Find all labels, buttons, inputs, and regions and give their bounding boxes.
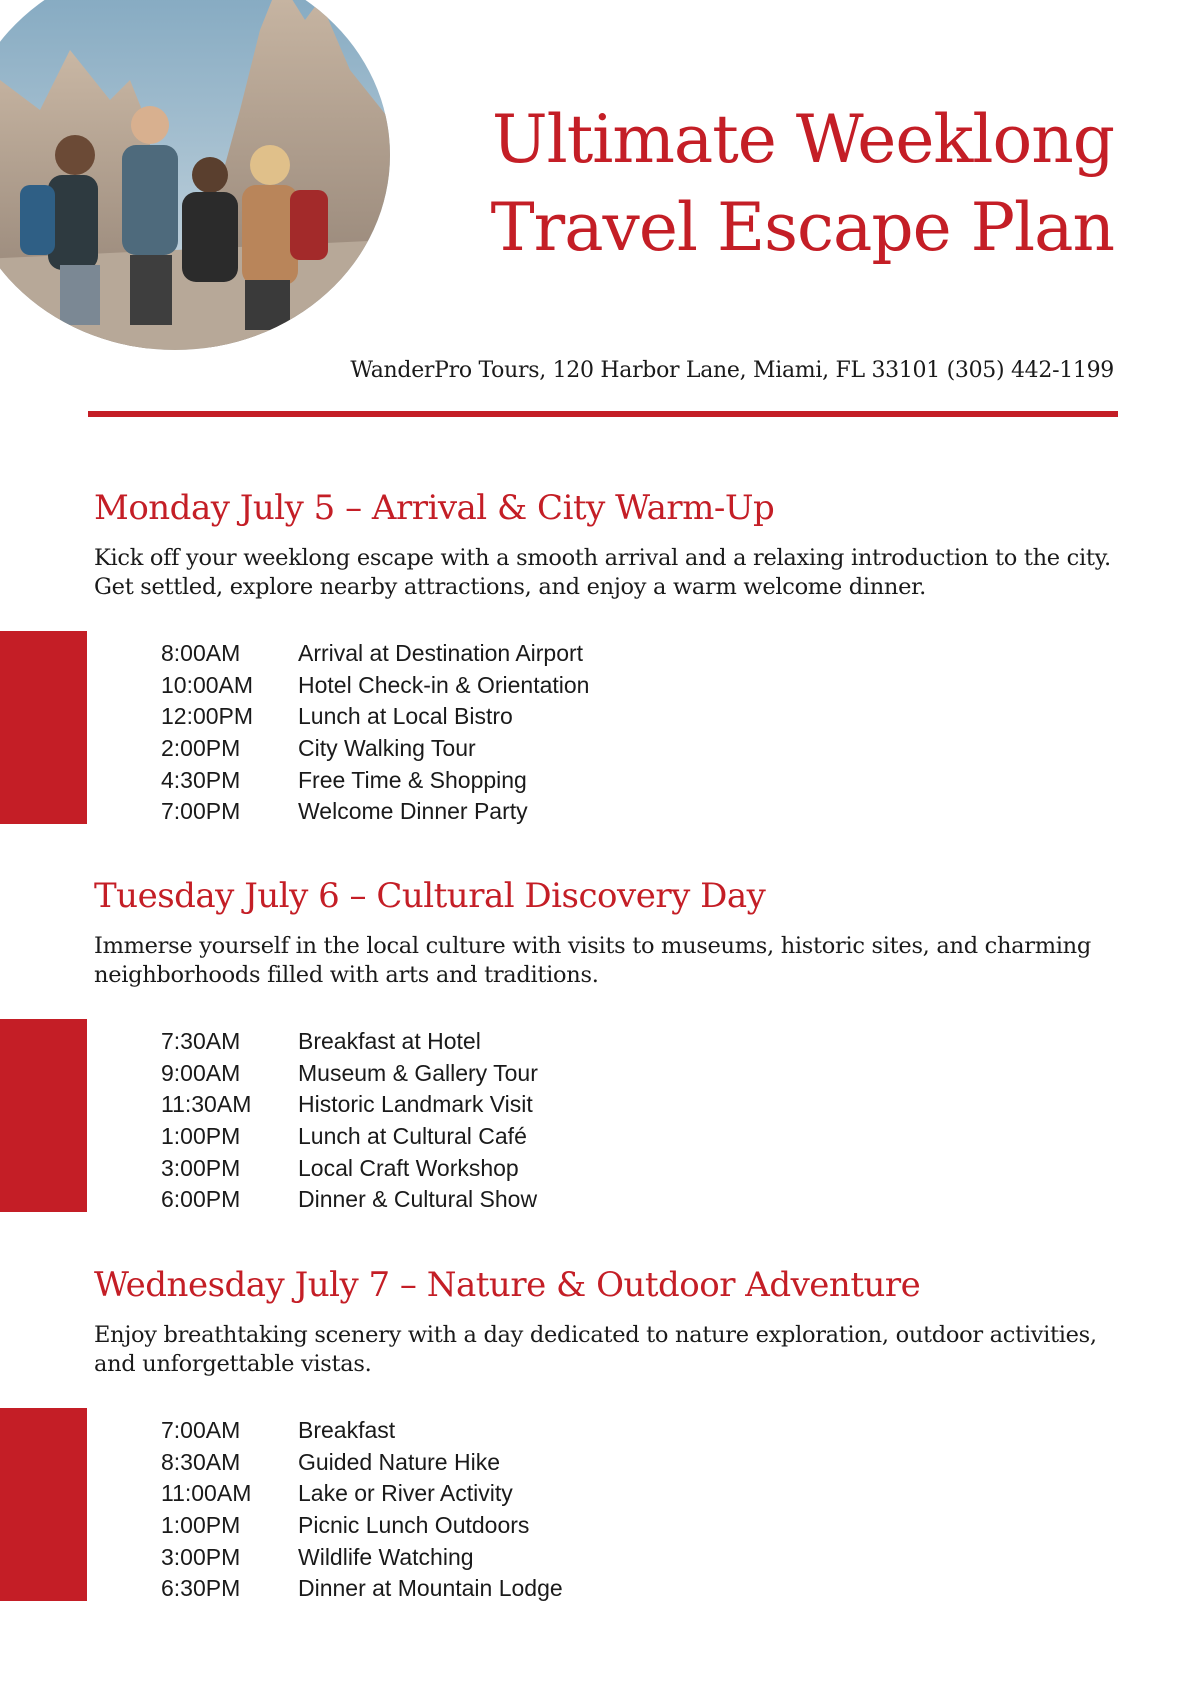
schedule-activity: Welcome Dinner Party: [298, 798, 528, 825]
schedule-activity: Arrival at Destination Airport: [298, 640, 584, 666]
schedule-time: 8:00AM: [161, 640, 241, 666]
schedule-activity: Picnic Lunch Outdoors: [298, 1512, 530, 1539]
schedule-activity: Breakfast: [298, 1417, 396, 1443]
schedule-time: 3:00PM: [161, 1154, 241, 1181]
schedule-time: 7:30AM: [161, 1028, 241, 1054]
day-section-monday: [0, 488, 1200, 848]
schedule-activity: Lunch at Cultural Café: [298, 1123, 527, 1150]
schedule-row: [161, 1058, 861, 1090]
schedule-time: 9:00AM: [161, 1059, 241, 1086]
schedule-time: 7:00PM: [161, 798, 241, 825]
day-section-wednesday: [0, 1265, 1200, 1625]
schedule-activity: Guided Nature Hike: [298, 1448, 500, 1475]
schedule-time: 1:00PM: [161, 1512, 241, 1539]
schedule-time: 12:00PM: [161, 703, 254, 730]
page-title: [491, 96, 1114, 272]
schedule-time: 6:00PM: [161, 1186, 241, 1213]
schedule-time: 7:00AM: [161, 1417, 241, 1443]
schedule-time: 1:00PM: [161, 1123, 241, 1150]
schedule-activity: City Walking Tour: [298, 735, 476, 762]
schedule-row: [161, 701, 861, 733]
schedule-time: 2:00PM: [161, 735, 241, 762]
schedule-activity: Free Time & Shopping: [298, 766, 527, 793]
schedule-row: [161, 1510, 861, 1542]
day-description: Immerse yourself in the local culture with visits to museums, historic sites, and charming neighborhoods filled with arts and traditions.: [94, 933, 1091, 988]
schedule-row: [161, 1542, 861, 1574]
schedule-activity: Lunch at Local Bistro: [298, 703, 513, 730]
schedule-activity: Dinner & Cultural Show: [298, 1186, 538, 1213]
hikers-mountain-image: [0, 0, 390, 350]
day-title: Wednesday July 7 – Nature & Outdoor Adventure: [94, 1265, 921, 1305]
schedule-activity: Local Craft Workshop: [298, 1154, 519, 1181]
schedule-row: [161, 796, 861, 828]
day-description: Enjoy breathtaking scenery with a day dedicated to nature exploration, outdoor activities, and unforgettable vistas.: [94, 1322, 1097, 1377]
schedule-row: [161, 1121, 861, 1153]
schedule-row: [161, 1447, 861, 1479]
schedule-activity: Dinner at Mountain Lodge: [298, 1575, 563, 1602]
schedule-row: [161, 1415, 861, 1447]
day-description: Kick off your weeklong escape with a smooth arrival and a relaxing introduction to the city. Get settled, explore nearby attractions, and enjoy a warm welcome dinner.: [94, 545, 1111, 600]
schedule-row: [161, 1478, 861, 1510]
accent-block: [0, 1408, 87, 1601]
schedule-time: 10:00AM: [161, 671, 254, 698]
schedule-time: 6:30PM: [161, 1575, 241, 1602]
schedule-list: [161, 1026, 861, 1216]
schedule-row: [161, 1153, 861, 1185]
accent-block: [0, 631, 87, 824]
schedule-time: 8:30AM: [161, 1448, 241, 1475]
schedule-row: [161, 765, 861, 797]
schedule-activity: Lake or River Activity: [298, 1480, 513, 1507]
schedule-row: [161, 1573, 861, 1605]
hero-photo: [0, 0, 390, 350]
title-line-2: Travel Escape Plan: [490, 189, 1114, 266]
schedule-list: [161, 1415, 861, 1605]
schedule-row: [161, 1026, 861, 1058]
schedule-list: [161, 638, 861, 828]
header-divider: [88, 411, 1118, 417]
day-section-tuesday: [0, 876, 1200, 1236]
schedule-activity: Museum & Gallery Tour: [298, 1059, 538, 1086]
schedule-activity: Wildlife Watching: [298, 1543, 474, 1570]
schedule-row: [161, 1089, 861, 1121]
schedule-activity: Breakfast at Hotel: [298, 1028, 481, 1054]
title-line-1: Ultimate Weeklong: [491, 101, 1114, 178]
schedule-activity: Historic Landmark Visit: [298, 1091, 533, 1118]
schedule-time: 4:30PM: [161, 766, 241, 793]
day-title: Monday July 5 – Arrival & City Warm-Up: [94, 488, 775, 528]
day-title: Tuesday July 6 – Cultural Discovery Day: [94, 876, 766, 916]
schedule-time: 11:00AM: [161, 1480, 252, 1507]
schedule-time: 11:30AM: [161, 1091, 252, 1118]
schedule-row: [161, 733, 861, 765]
schedule-time: 3:00PM: [161, 1543, 241, 1570]
schedule-row: [161, 670, 861, 702]
company-address: WanderPro Tours, 120 Harbor Lane, Miami, FL 33101 (305) 442-1199: [350, 358, 1114, 383]
schedule-activity: Hotel Check-in & Orientation: [298, 671, 590, 698]
accent-block: [0, 1019, 87, 1212]
schedule-row: [161, 1184, 861, 1216]
schedule-row: [161, 638, 861, 670]
